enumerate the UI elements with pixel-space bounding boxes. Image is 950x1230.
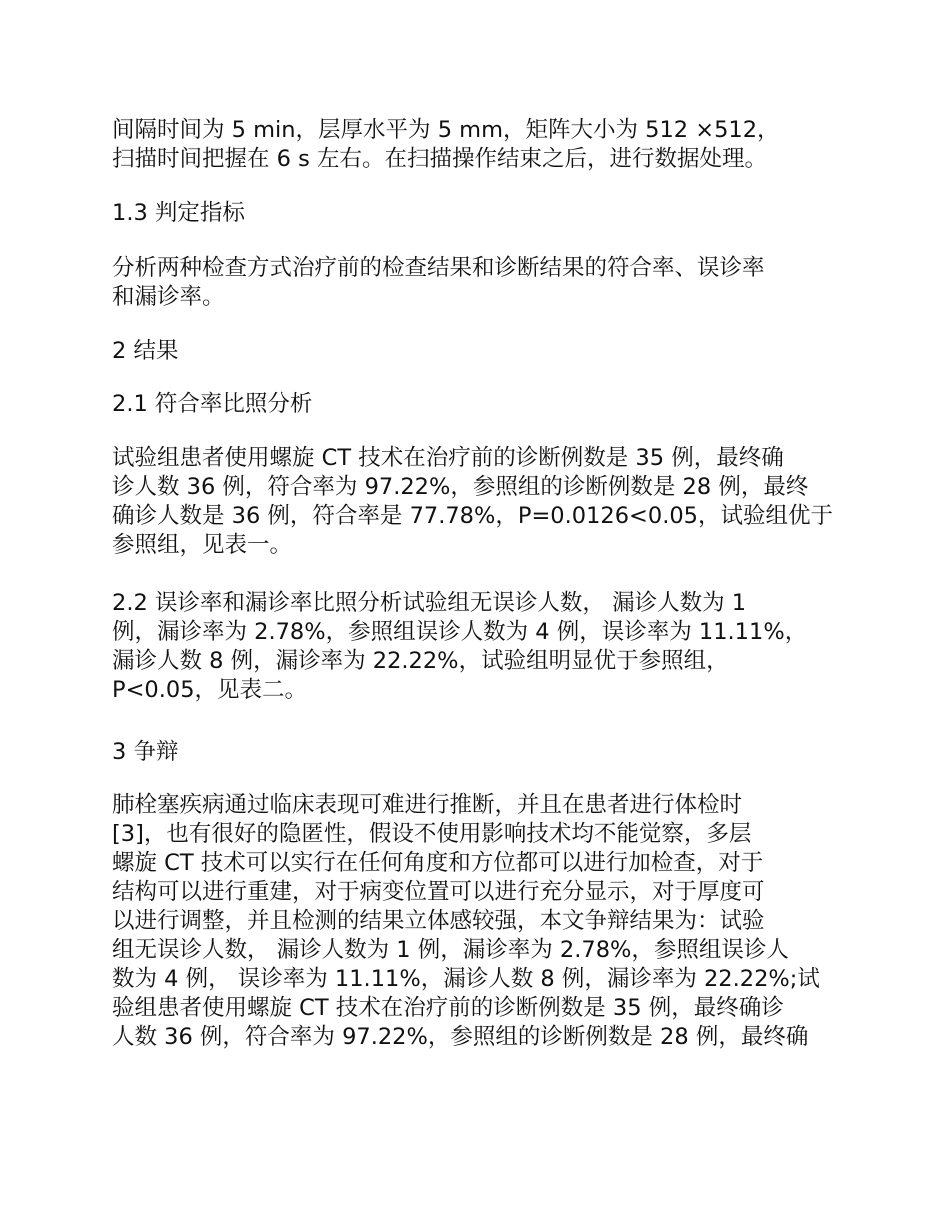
text-line: 间隔时间为 5 min，层厚水平为 5 mm，矩阵大小为 512 ×512， <box>112 117 780 143</box>
text-line: 诊人数 36 例，符合率为 97.22%，参照组的诊断例数是 28 例，最终 <box>112 474 809 500</box>
text-line: 分析两种检查方式治疗前的检查结果和诊断结果的符合率、误诊率 <box>112 255 765 281</box>
text-line: 结构可以进行重建，对于病变位置可以进行充分显示，对于厚度可 <box>112 879 765 905</box>
text-line: 以进行调整，并且检测的结果立体感较强，本文争辩结果为：试验 <box>112 908 765 934</box>
text-line: 组无误诊人数， 漏诊人数为 1 例，漏诊率为 2.78%，参照组误诊人 <box>112 937 789 963</box>
text-line: 试验组患者使用螺旋 CT 技术在治疗前的诊断例数是 35 例，最终确 <box>112 445 784 471</box>
text-line: [3]，也有很好的隐匿性，假设不使用影响技术均不能觉察，多层 <box>112 821 752 847</box>
heading-3 <box>112 738 842 767</box>
section-heading: 2 结果 <box>112 338 179 364</box>
text-line: 扫描时间把握在 6 s 左右。在扫描操作结束之后，进行数据处理。 <box>112 146 767 172</box>
text-line: 漏诊人数 8 例，漏诊率为 22.22%，试验组明显优于参照组， <box>112 648 729 674</box>
paragraph-misdiagnosis-rate <box>112 589 842 705</box>
paragraph-coincidence-rate <box>112 444 842 560</box>
section-heading: 1.3 判定指标 <box>112 200 245 226</box>
text-line: 验组患者使用螺旋 CT 技术在治疗前的诊断例数是 35 例，最终确诊 <box>112 995 784 1021</box>
paragraph-indicators <box>112 254 842 312</box>
text-line: 螺旋 CT 技术可以实行在任何角度和方位都可以进行加检查，对于 <box>112 850 764 876</box>
paragraph-scan-parameters <box>112 116 842 174</box>
text-line: 例，漏诊率为 2.78%，参照组误诊人数为 4 例，误诊率为 11.11%， <box>112 619 808 645</box>
section-heading: 3 争辩 <box>112 739 179 765</box>
text-line: 人数 36 例，符合率为 97.22%，参照组的诊断例数是 28 例，最终确 <box>112 1024 809 1050</box>
paragraph-discussion <box>112 791 842 1052</box>
text-line: 参照组，见表一。 <box>112 532 293 558</box>
text-line: 数为 4 例， 误诊率为 11.11%，漏诊人数 8 例，漏诊率为 22.22%;试 <box>112 966 820 992</box>
heading-1-3 <box>112 199 842 228</box>
text-line: 和漏诊率。 <box>112 284 225 310</box>
text-line: 肺栓塞疾病通过临床表现可难进行推断，并且在患者进行体检时 <box>112 792 743 818</box>
text-line: 2.2 误诊率和漏诊率比照分析试验组无误诊人数， 漏诊人数为 1 <box>112 590 747 616</box>
heading-2-1 <box>112 390 842 419</box>
text-line: 确诊人数是 36 例，符合率是 77.78%，P=0.0126<0.05，试验组优于 <box>112 503 833 529</box>
heading-2 <box>112 337 842 366</box>
section-heading: 2.1 符合率比照分析 <box>112 391 313 417</box>
text-line: P<0.05，见表二。 <box>112 677 308 703</box>
